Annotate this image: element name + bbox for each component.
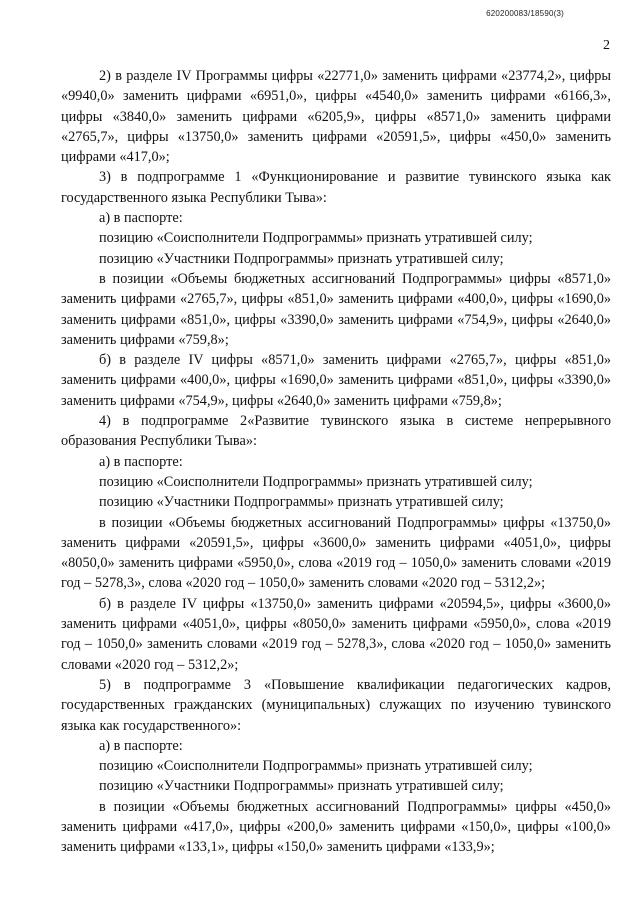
- paragraph-sub-a: а) в паспорте:: [99, 737, 183, 754]
- paragraph-participants: позицию «Участники Подпрограммы» признать утратившей силу;: [99, 250, 504, 267]
- paragraph-sub-b: б) в разделе IV цифры «8571,0» заменить цифрами «2765,7», цифры «851,0» заменить цифрами «400,0», цифры «1690,0» заменить цифрами «851,0», цифры «3390,0» заменить цифрами «754,9», цифры «2640,0» заменить цифрами «759,8»;: [61, 352, 611, 409]
- paragraph-item-4: 4) в подпрограмме 2«Развитие тувинского языка в системе непрерывного образования Республики Тыва»:: [61, 413, 611, 450]
- paragraph-sub-a: а) в паспорте:: [99, 210, 183, 227]
- paragraph-coexecutors: позицию «Соисполнители Подпрограммы» признать утратившей силу;: [99, 230, 533, 247]
- paragraph-budget-position: в позиции «Объемы бюджетных ассигнований Подпрограммы» цифры «13750,0» заменить цифрами «20591,5», цифры «3600,0» заменить цифрами «4051,0», цифры «8050,0» заменить цифрами «5950,0», слова «2019 год – 1050,0» заменить словами «2019 год – 5278,3», слова «2020 год – 1050,0» заменить словами «2020 год – 5312,2»;: [61, 514, 611, 592]
- paragraph-coexecutors: позицию «Соисполнители Подпрограммы» признать утратившей силу;: [99, 473, 533, 490]
- paragraph-budget-position: в позиции «Объемы бюджетных ассигнований Подпрограммы» цифры «8571,0» заменить цифрами «2765,7», цифры «851,0» заменить цифрами «400,0», цифры «1690,0» заменить цифрами «851,0», цифры «3390,0» заменить цифрами «754,9», цифры «2640,0» заменить цифрами «759,8»;: [61, 270, 611, 348]
- paragraph-participants: позицию «Участники Подпрограммы» признать утратившей силу;: [99, 778, 504, 795]
- document-id: 620200083/18590(3): [486, 9, 564, 18]
- paragraph-item-3: 3) в подпрограмме 1 «Функционирование и развитие тувинского языка как государственного языка Республики Тыва»:: [61, 169, 611, 206]
- paragraph-budget-position: в позиции «Объемы бюджетных ассигнований Подпрограммы» цифры «450,0» заменить цифрами «417,0», цифры «200,0» заменить цифрами «150,0», цифры «100,0» заменить цифрами «133,1», цифры «150,0» заменить цифрами «133,9»;: [61, 798, 611, 856]
- document-body: [61, 66, 611, 858]
- paragraph-coexecutors: позицию «Соисполнители Подпрограммы» признать утратившей силу;: [99, 758, 533, 775]
- paragraph-participants: позицию «Участники Подпрограммы» признать утратившей силу;: [99, 494, 504, 511]
- paragraph-sub-a: а) в паспорте:: [99, 453, 183, 470]
- paragraph-item-2: 2) в разделе IV Программы цифры «22771,0» заменить цифрами «23774,2», цифры «9940,0» заменить цифрами «6951,0», цифры «4540,0» заменить цифрами «6166,3», цифры «3840,0» заменить цифрами «6205,9», цифры «8571,0» заменить цифрами «2765,7», цифры «13750,0» заменить цифрами «20591,5», цифры «450,0» заменить цифрами «417,0»;: [61, 68, 611, 166]
- page-number: 2: [603, 38, 610, 53]
- paragraph-sub-b: б) в разделе IV цифры «13750,0» заменить цифрами «20594,5», цифры «3600,0» заменить цифрами «4051,0», цифры «8050,0» заменить цифрами «5950,0», слова «2019 год – 1050,0» заменить словами «2019 год – 5278,3», слова «2020 год – 1050,0» заменить словами «2020 год – 5312,2»;: [61, 595, 611, 673]
- paragraph-item-5: 5) в подпрограмме 3 «Повышение квалификации педагогических кадров, государственных гражданских (муниципальных) служащих по изучению тувинского языка как государственного»:: [61, 676, 611, 734]
